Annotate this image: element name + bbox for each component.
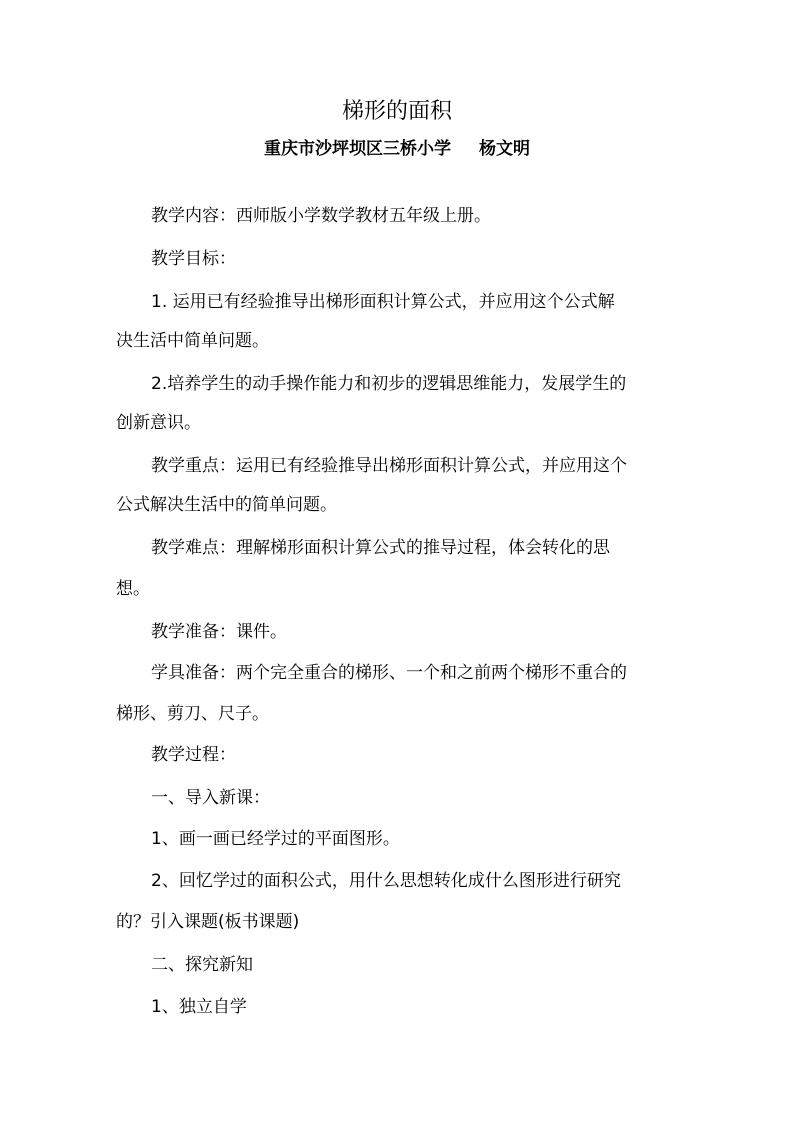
student-materials-line-1: 学具准备：两个完全重合的梯形、一个和之前两个梯形不重合的 bbox=[151, 663, 627, 683]
difficulty-line-2: 想。 bbox=[116, 579, 150, 599]
goal-2-line-1: 2.培养学生的动手操作能力和初步的逻辑思维能力，发展学生的 bbox=[151, 374, 627, 394]
student-materials-line-2: 梯形、剪刀、尺子。 bbox=[116, 704, 269, 724]
step-2-line-1: 2、回忆学过的面积公式，用什么思想转化成什么图形进行研究 bbox=[151, 871, 621, 891]
goal-1-line-2: 决生活中简单问题。 bbox=[116, 331, 269, 351]
teaching-content-line: 教学内容：西师版小学数学教材五年级上册。 bbox=[151, 206, 491, 226]
difficulty-line-1: 教学难点：理解梯形面积计算公式的推导过程，体会转化的思 bbox=[151, 538, 610, 558]
school-name: 重庆市沙坪坝区三桥小学 bbox=[264, 139, 451, 159]
step-1-line: 1、画一画已经学过的平面图形。 bbox=[151, 829, 400, 849]
document-title: 梯形的面积 bbox=[341, 99, 452, 124]
goal-2-line-2: 创新意识。 bbox=[116, 413, 201, 433]
step-2-line-2: 的？引入课题(板书课题) bbox=[116, 912, 300, 932]
key-point-line-2: 公式解决生活中的简单问题。 bbox=[116, 495, 337, 515]
teaching-goals-heading: 教学目标： bbox=[151, 249, 236, 269]
author-name: 杨文明 bbox=[479, 139, 530, 159]
key-point-line-1: 教学重点：运用已有经验推导出梯形面积计算公式，并应用这个 bbox=[151, 456, 627, 476]
teaching-process-heading: 教学过程： bbox=[151, 745, 236, 765]
document-byline bbox=[0, 137, 794, 161]
section-1-heading: 一、导入新课： bbox=[151, 788, 270, 808]
self-study-line: 1、独立自学 bbox=[151, 997, 247, 1017]
teaching-prep-line: 教学准备：课件。 bbox=[151, 622, 287, 642]
section-2-heading: 二、探究新知 bbox=[151, 955, 253, 975]
goal-1-line-1: 1. 运用已有经验推导出梯形面积计算公式，并应用这个公式解 bbox=[151, 292, 615, 312]
